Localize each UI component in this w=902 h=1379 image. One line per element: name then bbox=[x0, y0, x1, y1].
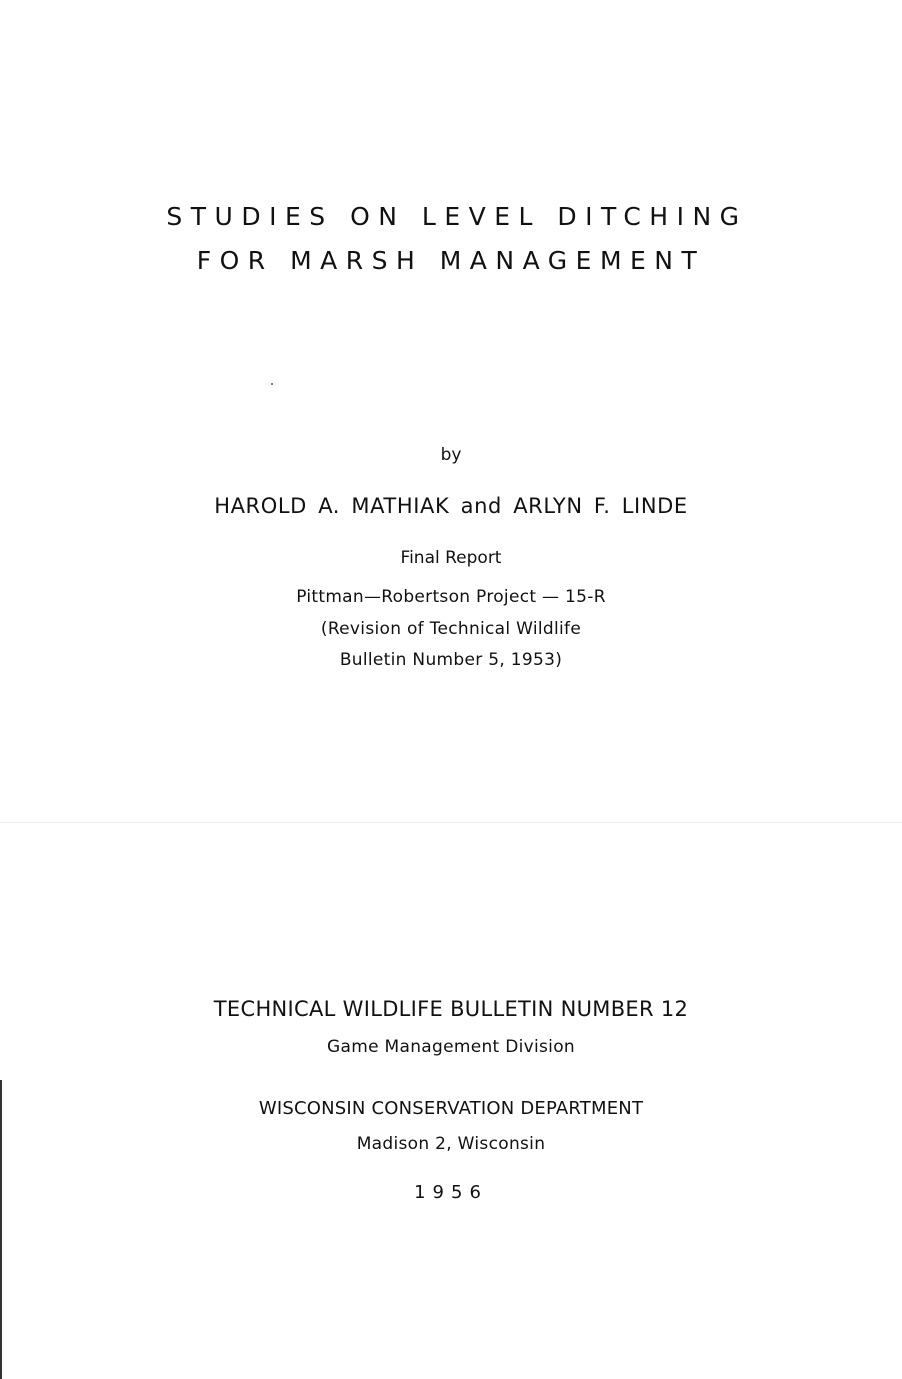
title-line-2: FOR MARSH MANAGEMENT bbox=[196, 246, 706, 275]
publication-year: 1956 bbox=[414, 1182, 488, 1203]
division: Game Management Division bbox=[327, 1037, 575, 1057]
bulletin-title: TECHNICAL WILDLIFE BULLETIN NUMBER 12 bbox=[213, 997, 689, 1021]
title-line-1: STUDIES ON LEVEL DITCHING bbox=[166, 202, 748, 231]
scan-edge-mark bbox=[0, 1080, 2, 1379]
revision-line-1: (Revision of Technical Wildlife bbox=[320, 619, 582, 639]
department: WISCONSIN CONSERVATION DEPARTMENT bbox=[258, 1098, 644, 1119]
byline: by bbox=[440, 445, 462, 465]
report-type: Final Report bbox=[400, 548, 502, 568]
project-line: Pittman—Robertson Project — 15-R bbox=[296, 587, 606, 607]
revision-line-2: Bulletin Number 5, 1953) bbox=[339, 650, 563, 670]
city: Madison 2, Wisconsin bbox=[356, 1134, 546, 1154]
authors: HAROLD A. MATHIAK and ARLYN F. LINDE bbox=[214, 494, 688, 518]
scan-speck bbox=[271, 383, 273, 385]
page-fold-line bbox=[0, 822, 902, 823]
